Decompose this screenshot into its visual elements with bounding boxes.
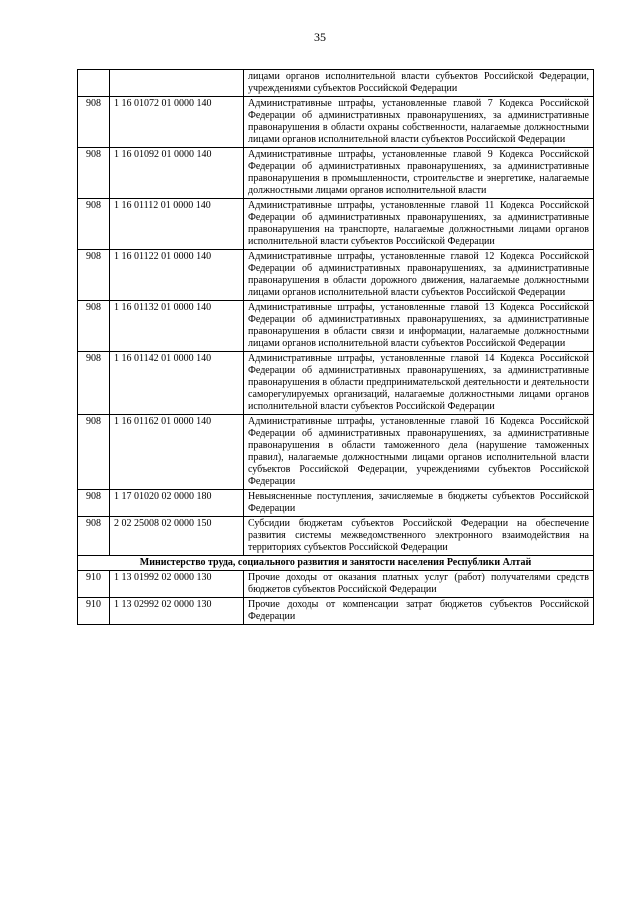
budget-code-cell: 1 13 01992 02 0000 130 (110, 571, 244, 598)
description-cell: Административные штрафы, установленные главой 7 Кодекса Российской Федерации об административных правонарушениях, за административные правонарушения в области охраны собственности, налагаемые должностными лицами органов исполнительной власти субъектов Российской Федерации (244, 97, 594, 148)
description-cell: Невыясненные поступления, зачисляемые в бюджеты субъектов Российской Федерации (244, 490, 594, 517)
budget-code-cell: 1 16 01142 01 0000 140 (110, 352, 244, 415)
admin-code-cell: 908 (78, 490, 110, 517)
table-row (78, 148, 594, 199)
admin-code-cell: 908 (78, 352, 110, 415)
admin-code-cell: 908 (78, 301, 110, 352)
budget-code-cell: 2 02 25008 02 0000 150 (110, 517, 244, 556)
budget-code-cell: 1 16 01112 01 0000 140 (110, 199, 244, 250)
table-row (78, 199, 594, 250)
admin-code-cell: 908 (78, 199, 110, 250)
budget-code-cell: 1 16 01162 01 0000 140 (110, 415, 244, 490)
description-cell: Административные штрафы, установленные главой 9 Кодекса Российской Федерации об административных правонарушениях, за административные правонарушения в промышленности, строительстве и энергетике, налагаемые должностными лицами органов исполнительной власти (244, 148, 594, 199)
table-row (78, 97, 594, 148)
admin-code-cell: 910 (78, 571, 110, 598)
budget-code-cell (110, 70, 244, 97)
admin-code-cell: 908 (78, 517, 110, 556)
page-number: 35 (314, 30, 326, 44)
admin-code-cell: 908 (78, 148, 110, 199)
admin-code-cell (78, 70, 110, 97)
admin-code-cell: 908 (78, 415, 110, 490)
table-row (78, 70, 594, 97)
description-cell: Административные штрафы, установленные главой 14 Кодекса Российской Федерации об административных правонарушениях, за административные правонарушения в области предпринимательской деятельности и деятельности саморегулируемых организаций, налагаемые должностными лицами органов исполнительной власти субъектов Российской Федерации (244, 352, 594, 415)
admin-code-cell: 908 (78, 250, 110, 301)
description-cell: Административные штрафы, установленные главой 13 Кодекса Российской Федерации об административных правонарушениях, за административные правонарушения в области связи и информации, налагаемые должностными лицами органов исполнительной власти субъектов Российской Федерации (244, 301, 594, 352)
description-cell: лицами органов исполнительной власти субъектов Российской Федерации, учреждениями субъектов Российской Федерации (244, 70, 594, 97)
admin-code-cell: 910 (78, 598, 110, 625)
description-cell: Административные штрафы, установленные главой 16 Кодекса Российской Федерации об административных правонарушениях, за административные правонарушения в области таможенного дела (нарушение таможенных правил), налагаемые должностными лицами органов исполнительной власти субъектов Российской Федерации, учреждениями субъектов Российской Федерации (244, 415, 594, 490)
table-row (78, 415, 594, 490)
budget-code-cell: 1 16 01072 01 0000 140 (110, 97, 244, 148)
description-cell: Субсидии бюджетам субъектов Российской Федерации на обеспечение развития системы межведомственного электронного взаимодействия на территориях субъектов Российской Федерации (244, 517, 594, 556)
table-row (78, 571, 594, 598)
description-cell: Прочие доходы от оказания платных услуг (работ) получателями средств бюджетов субъектов Российской Федерации (244, 571, 594, 598)
budget-classification-table (77, 69, 594, 625)
table-row (78, 598, 594, 625)
budget-code-cell: 1 13 02992 02 0000 130 (110, 598, 244, 625)
description-cell: Административные штрафы, установленные главой 12 Кодекса Российской Федерации об административных правонарушениях, за административные правонарушения в области дорожного движения, налагаемые должностными лицами органов исполнительной власти субъектов Российской Федерации (244, 250, 594, 301)
description-cell: Прочие доходы от компенсации затрат бюджетов субъектов Российской Федерации (244, 598, 594, 625)
section-header-row (78, 556, 594, 571)
table-row (78, 490, 594, 517)
budget-code-cell: 1 16 01122 01 0000 140 (110, 250, 244, 301)
budget-code-cell: 1 16 01092 01 0000 140 (110, 148, 244, 199)
table-body (78, 70, 594, 625)
admin-code-cell: 908 (78, 97, 110, 148)
table-row (78, 250, 594, 301)
budget-code-cell: 1 16 01132 01 0000 140 (110, 301, 244, 352)
table-row (78, 352, 594, 415)
budget-code-cell: 1 17 01020 02 0000 180 (110, 490, 244, 517)
table-row (78, 517, 594, 556)
description-cell: Административные штрафы, установленные главой 11 Кодекса Российской Федерации об административных правонарушениях, за административные правонарушения на транспорте, налагаемые должностными лицами органов исполнительной власти субъектов Российской Федерации (244, 199, 594, 250)
section-title: Министерство труда, социального развития и занятости населения Республики Алтай (78, 556, 594, 571)
table-row (78, 301, 594, 352)
